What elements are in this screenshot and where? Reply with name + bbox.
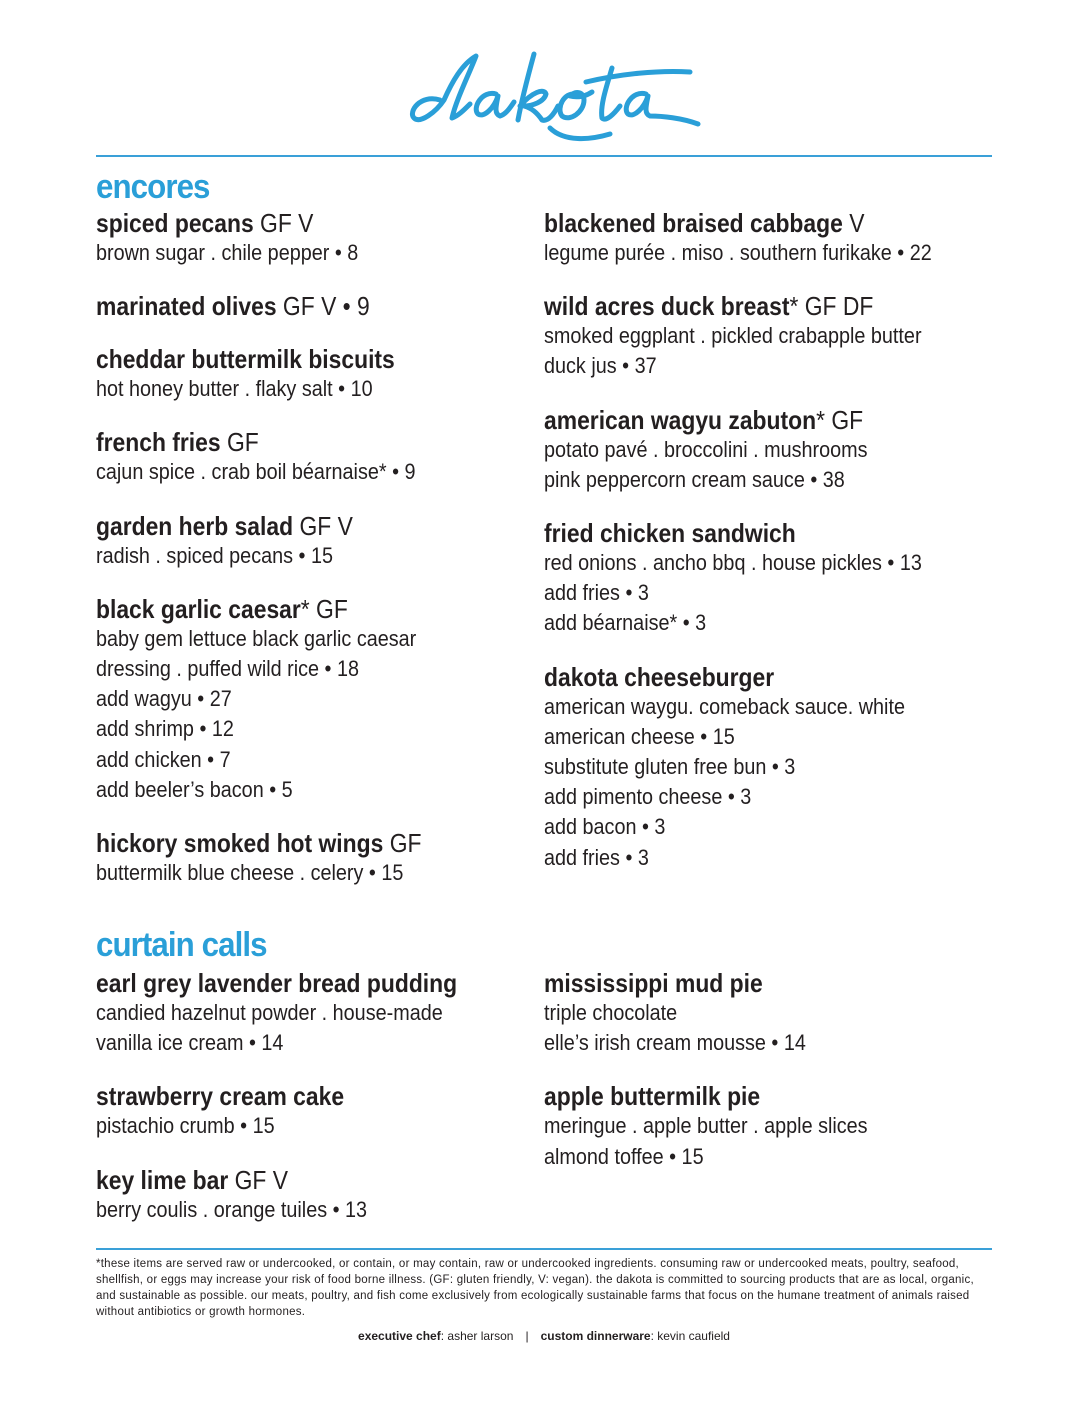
menu-item xyxy=(96,291,536,321)
menu-item-description: candied hazelnut powder . house-made xyxy=(96,1000,443,1025)
dish-name: apple buttermilk pie xyxy=(544,1081,761,1112)
menu-item-description: potato pavé . broccolini . mushrooms xyxy=(544,436,868,462)
dish-tags: GF V xyxy=(253,208,314,238)
menu-item xyxy=(544,405,984,495)
credits xyxy=(96,1329,992,1343)
dish-name: hickory smoked hot wings xyxy=(96,828,384,859)
chef-name: : asher larson xyxy=(440,1329,514,1343)
menu-item-description: add béarnaise* • 3 xyxy=(544,610,707,636)
menu-item-description: baby gem lettuce black garlic caesar xyxy=(96,625,417,651)
dish-name: strawberry cream cake xyxy=(96,1081,345,1112)
section-title-encores: encores xyxy=(96,168,210,206)
menu-item xyxy=(544,968,984,1058)
menu-item-name xyxy=(544,518,931,548)
dish-name: fried chicken sandwich xyxy=(544,518,796,549)
menu-item-name xyxy=(96,344,483,374)
menu-item-description: add fries • 3 xyxy=(544,844,649,870)
menu-item xyxy=(544,1081,984,1171)
menu-item-name xyxy=(96,291,483,321)
menu-item-name xyxy=(544,968,931,998)
dish-tags: * GF xyxy=(300,593,348,624)
dinnerware-label: custom dinnerware xyxy=(540,1329,651,1343)
menu-item xyxy=(544,291,984,381)
menu-item-description: american waygu. comeback sauce. white xyxy=(544,693,905,719)
menu-item-description: dressing . puffed wild rice • 18 xyxy=(96,656,360,682)
menu-item-description: add wagyu • 27 xyxy=(96,686,232,712)
menu-item-name xyxy=(96,1165,483,1195)
menu-item-description: buttermilk blue cheese . celery • 15 xyxy=(96,860,404,886)
dish-tags: GF xyxy=(220,427,259,458)
section-title-curtain-calls: curtain calls xyxy=(96,926,267,964)
dish-name: blackened braised cabbage xyxy=(544,208,843,238)
curtain-calls-right-column xyxy=(544,968,984,1195)
menu-item-description: meringue . apple butter . apple slices xyxy=(544,1113,868,1139)
menu-item-name xyxy=(544,291,931,321)
dish-tags: * GF xyxy=(816,404,864,435)
dish-tags: * GF DF xyxy=(789,291,874,322)
menu-item xyxy=(96,1165,536,1225)
dish-name: dakota cheeseburger xyxy=(544,661,775,692)
dish-name: earl grey lavender bread pudding xyxy=(96,968,458,998)
menu-item-description: legume purée . miso . southern furikake • 22 xyxy=(544,240,932,265)
dish-tags: GF V • 9 xyxy=(276,291,370,322)
menu-item-description: berry coulis . orange tuiles • 13 xyxy=(96,1196,368,1222)
menu-item-description: add pimento cheese • 3 xyxy=(544,784,752,810)
menu-item-name xyxy=(96,208,483,238)
dish-name: key lime bar xyxy=(96,1164,229,1195)
allergen-footnote: *these items are served raw or undercooked, or contain, or may contain, raw or undercooked ingredients. consuming raw or undercooked meats, poultry, seafood, shellfish, or eggs may increase your risk of food borne illness. (GF: gluten friendly, V: vegan). the dakota is committed to sourcing products that are as local, organic, and sustainable as possible. our meats, poultry, and fish come exclusively from ecologically sustainable farms that focus on the humane treatment of animals raised without antibiotics or growth hormones. xyxy=(96,1258,974,1318)
menu-item-name xyxy=(96,511,483,541)
dish-name: french fries xyxy=(96,427,221,458)
dish-name: wild acres duck breast xyxy=(544,291,790,322)
dish-name: spiced pecans xyxy=(96,208,254,238)
dakota-logo xyxy=(400,42,710,152)
menu-item-description: red onions . ancho bbq . house pickles • 13 xyxy=(544,550,922,576)
dish-name: cheddar buttermilk biscuits xyxy=(96,344,395,375)
menu-item-description: vanilla ice cream • 14 xyxy=(96,1030,284,1056)
menu-item-description: almond toffee • 15 xyxy=(544,1143,704,1169)
dish-name: marinated olives xyxy=(96,291,277,322)
encores-right-column xyxy=(544,208,984,896)
menu-item-description: american cheese • 15 xyxy=(544,723,735,749)
menu-item xyxy=(96,511,536,571)
menu-item-description: pink peppercorn cream sauce • 38 xyxy=(544,466,845,492)
menu-item-name xyxy=(96,427,483,457)
dinnerware-name: : kevin caufield xyxy=(650,1329,730,1343)
menu-item xyxy=(96,344,536,404)
dish-tags: GF xyxy=(383,828,422,859)
menu-item-description: add bacon • 3 xyxy=(544,814,666,840)
menu-item-description: add beeler’s bacon • 5 xyxy=(96,776,293,802)
dish-name: american wagyu zabuton xyxy=(544,404,817,435)
menu-item-description: smoked eggplant . pickled crabapple butter xyxy=(544,323,922,349)
menu-item xyxy=(96,594,536,805)
top-divider xyxy=(96,155,992,157)
menu-item-name xyxy=(96,594,483,624)
menu-item-description: add fries • 3 xyxy=(544,580,649,606)
menu-item-name xyxy=(544,208,931,238)
menu-item-description: duck jus • 37 xyxy=(544,353,657,379)
menu-item xyxy=(544,662,984,873)
curtain-calls-left-column xyxy=(96,968,536,1248)
menu-item-name xyxy=(96,1081,483,1111)
dish-tags: V xyxy=(842,208,865,238)
menu-item xyxy=(96,828,536,888)
menu-item-name xyxy=(544,405,931,435)
menu-item-name xyxy=(544,1081,931,1111)
menu-item-name xyxy=(544,662,931,692)
dish-name: garden herb salad xyxy=(96,510,294,541)
dish-name: black garlic caesar xyxy=(96,593,301,624)
bottom-divider xyxy=(96,1248,992,1250)
menu-item xyxy=(96,208,536,268)
dish-tags: GF V xyxy=(228,1164,289,1195)
menu-item xyxy=(544,208,984,268)
menu-item-name xyxy=(96,828,483,858)
menu-item-name xyxy=(96,968,483,998)
menu-item-description: hot honey butter . flaky salt • 10 xyxy=(96,376,373,402)
encores-left-column xyxy=(96,208,536,911)
menu-item xyxy=(96,1081,536,1141)
credits-separator: | xyxy=(525,1329,529,1343)
chef-label: executive chef xyxy=(358,1329,441,1343)
menu-item-description: elle’s irish cream mousse • 14 xyxy=(544,1030,806,1056)
menu-item-description: substitute gluten free bun • 3 xyxy=(544,754,796,780)
menu-item xyxy=(96,427,536,487)
menu-item xyxy=(96,968,536,1058)
menu-item-description: cajun spice . crab boil béarnaise* • 9 xyxy=(96,459,416,485)
dish-tags: GF V xyxy=(293,510,353,541)
menu-item-description: add shrimp • 12 xyxy=(96,716,234,742)
dish-name: mississippi mud pie xyxy=(544,968,763,998)
menu-item-description: pistachio crumb • 15 xyxy=(96,1113,275,1139)
menu-item-description: brown sugar . chile pepper • 8 xyxy=(96,240,359,265)
menu-item xyxy=(544,518,984,639)
menu-item-description: triple chocolate xyxy=(544,1000,678,1025)
menu-item-description: radish . spiced pecans • 15 xyxy=(96,542,333,568)
menu-item-description: add chicken • 7 xyxy=(96,746,231,772)
